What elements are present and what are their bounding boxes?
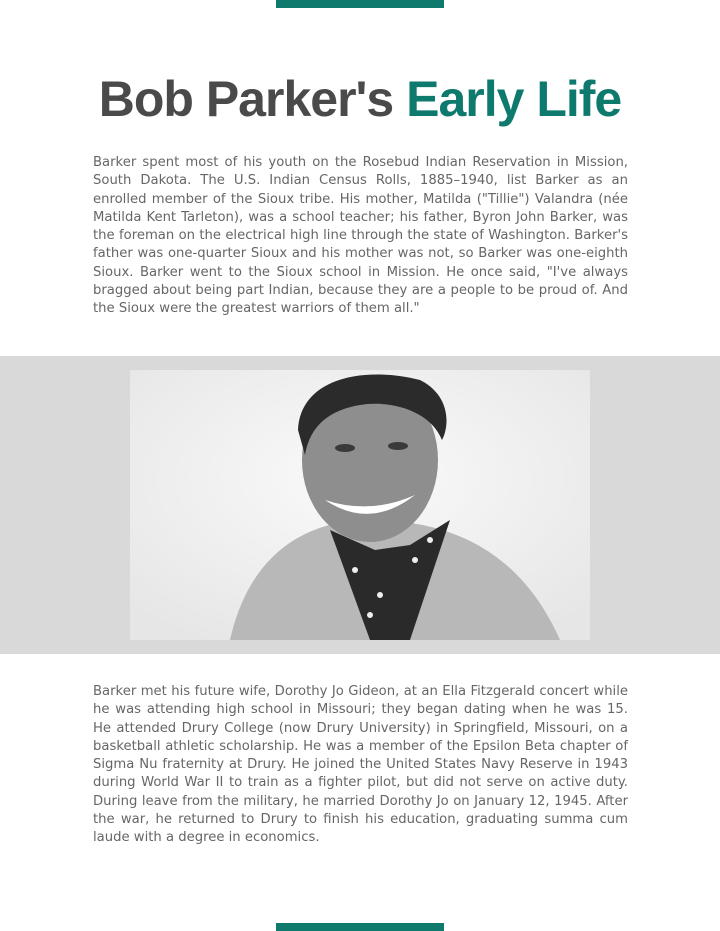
title-accent: Early Life bbox=[406, 71, 622, 127]
paragraph-education: Barker met his future wife, Dorothy Jo Gideon, at an Ella Fitzgerald concert while he was attending high school in Missouri; they began dating when he was 15. He attended Drury College (now Drury University) in Springfield, Missouri, on a basketball athletic scholarship. He was a member of the Epsilon Beta chapter of Sigma Nu fraternity at Drury. He joined the United States Navy Reserve in 1943 during World War II to train as a fighter pilot, but did not serve on active duty. During leave from the military, he married Dorothy Jo on January 12, 1945. After the war, he returned to Drury to finish his education, graduating summa cum laude with a degree in economics. bbox=[93, 684, 628, 846]
paragraph-youth: Barker spent most of his youth on the Rosebud Indian Reservation in Mission, South Dakota. The U.S. Indian Census Rolls, 1885–1940, list Barker as an enrolled member of the Sioux tribe. His mother, Matilda ("Tillie") Valandra (née Matilda Kent Tarleton), was a school teacher; his father, Byron John Barker, was the foreman on the electrical high line through the state of Washington. Barker's father was one-quarter Sioux and his mother was not, so Barker was one-eighth Sioux. Barker went to the Sioux school in Mission. He once said, "I've always bragged about being part Indian, because they are a people to be proud of. And the Sioux were the greatest warriors of them all." bbox=[93, 155, 628, 317]
portrait-photo bbox=[130, 370, 590, 640]
top-accent-bar bbox=[276, 0, 444, 8]
bottom-accent-bar bbox=[276, 923, 444, 931]
page-title bbox=[0, 70, 720, 128]
title-name: Bob Parker's bbox=[98, 71, 407, 127]
